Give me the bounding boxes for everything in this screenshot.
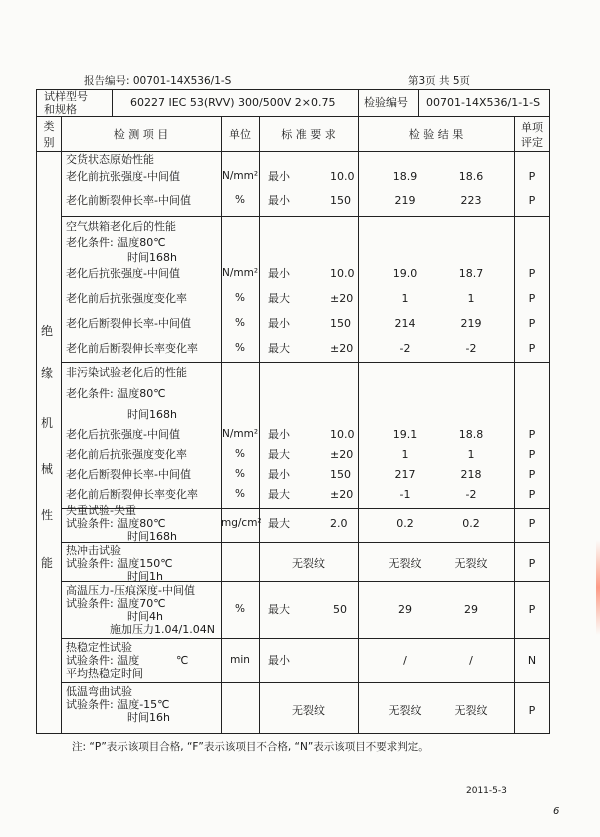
- col-header-category: 别: [43, 136, 55, 149]
- result-2: 无裂纹: [454, 704, 488, 717]
- std-value: 150: [330, 194, 351, 207]
- std-value: ±20: [330, 292, 354, 305]
- col-header-unit: 单位: [229, 128, 251, 141]
- std-value: 10.0: [330, 267, 355, 280]
- report-number: 报告编号: 00701-14X536/1-S: [84, 75, 232, 87]
- test-condition: 时间4h: [127, 610, 163, 623]
- col-divider: [259, 116, 260, 734]
- category-char: 机: [40, 416, 53, 430]
- result-1: 18.9: [392, 170, 418, 183]
- unit: N/mm²: [221, 267, 259, 279]
- std-cond: 最小: [268, 654, 290, 667]
- row-divider: [61, 638, 550, 639]
- result-2: 218: [460, 468, 482, 481]
- col-divider: [61, 116, 62, 734]
- std-value: 150: [330, 317, 351, 330]
- result-2: /: [469, 654, 473, 667]
- result-2: -2: [465, 488, 477, 501]
- result-1: 19.0: [392, 267, 418, 280]
- section-title: 失重试验-失重: [66, 504, 136, 517]
- result-1: 219: [394, 194, 416, 207]
- judge: P: [528, 267, 536, 280]
- result-2: 29: [464, 603, 478, 616]
- result-1: 无裂纹: [388, 704, 422, 717]
- col-header-judge: 评定: [521, 136, 543, 149]
- judge: P: [528, 194, 536, 207]
- std-value: ±20: [330, 342, 354, 355]
- judge: P: [528, 603, 536, 616]
- test-condition: 试验条件: 温度: [66, 654, 140, 667]
- unit: %: [235, 317, 245, 329]
- item-name: 老化前后抗张强度变化率: [66, 292, 187, 305]
- col-divider: [418, 89, 419, 116]
- category-char: 绝: [40, 324, 53, 338]
- std-cond: 最大: [268, 342, 290, 355]
- scan-stain: [596, 540, 600, 635]
- result-1: 19.1: [392, 428, 418, 441]
- judge: N: [527, 654, 537, 667]
- std-cond: 最大: [268, 488, 290, 501]
- result-1: 无裂纹: [388, 557, 422, 570]
- unit: N/mm²: [221, 428, 259, 440]
- row-divider: [36, 116, 550, 117]
- model-label: 和规格: [44, 103, 77, 116]
- result-2: 1: [467, 292, 475, 305]
- page-info: 第3页 共 5页: [408, 75, 471, 87]
- item-name: 老化后抗张强度-中间值: [66, 267, 180, 280]
- item-name: 老化后断裂伸长率-中间值: [66, 468, 191, 481]
- inspect-no-label: 检验编号: [364, 96, 408, 109]
- model-label: 试样型号: [44, 90, 88, 103]
- col-header-judge: 单项: [521, 121, 543, 134]
- row-divider: [61, 362, 550, 363]
- date: 2011-5-3: [466, 786, 507, 796]
- unit: %: [235, 488, 245, 500]
- col-divider: [112, 89, 113, 116]
- test-condition: 试验条件: 温度70℃: [66, 597, 166, 610]
- col-divider: [358, 89, 359, 116]
- section-title: 热稳定性试验: [66, 641, 132, 654]
- test-condition: 施加压力1.04/1.04N: [110, 623, 215, 636]
- result-1: 1: [401, 292, 409, 305]
- std-cond: 最小: [268, 267, 290, 280]
- test-condition: 试验条件: 温度-15℃: [66, 698, 170, 711]
- std-value: 2.0: [330, 517, 348, 530]
- col-divider: [514, 116, 515, 734]
- section-title: 交货状态原始性能: [66, 153, 154, 166]
- row-divider: [36, 151, 550, 152]
- row-divider: [61, 216, 550, 217]
- model-value: 60227 IEC 53(RVV) 300/500V 2×0.75: [130, 96, 336, 109]
- std-value: ±20: [330, 488, 354, 501]
- std-value: ±20: [330, 448, 354, 461]
- section-title: 空气烘箱老化后的性能: [66, 220, 176, 233]
- test-condition: 时间168h: [127, 408, 177, 421]
- result-2: 219: [460, 317, 482, 330]
- judge: P: [528, 317, 536, 330]
- test-condition: 时间168h: [127, 530, 177, 543]
- std-value: 50: [333, 603, 347, 616]
- item-name: 老化前断裂伸长率-中间值: [66, 194, 191, 207]
- unit: %: [235, 194, 245, 206]
- std-cond: 最小: [268, 428, 290, 441]
- result-2: 18.8: [458, 428, 484, 441]
- category-char: 械: [40, 462, 53, 476]
- judge: P: [528, 292, 536, 305]
- std-cond: 最小: [268, 317, 290, 330]
- test-condition-unit: ℃: [176, 654, 189, 667]
- judge: P: [528, 704, 536, 717]
- unit: %: [235, 603, 245, 615]
- item-name: 老化前抗张强度-中间值: [66, 170, 180, 183]
- judge: P: [528, 488, 536, 501]
- result-1: 217: [394, 468, 416, 481]
- result-1: -2: [399, 342, 411, 355]
- test-condition: 时间168h: [127, 251, 177, 264]
- col-divider: [358, 116, 359, 734]
- test-condition: 老化条件: 温度80℃: [66, 387, 166, 400]
- result-1: 29: [398, 603, 412, 616]
- judge: P: [528, 428, 536, 441]
- test-condition: 试验条件: 温度80℃: [66, 517, 166, 530]
- result-1: 1: [401, 448, 409, 461]
- result-2: 无裂纹: [454, 557, 488, 570]
- std-value: 10.0: [330, 428, 355, 441]
- item-name: 老化后抗张强度-中间值: [66, 428, 180, 441]
- std-value: 150: [330, 468, 351, 481]
- section-title: 高温压力-压痕深度-中间值: [66, 584, 195, 597]
- category-char: 性: [40, 508, 53, 522]
- unit: %: [235, 468, 245, 480]
- test-condition: 老化条件: 温度80℃: [66, 236, 166, 249]
- inspect-no-value: 00701-14X536/1-1-S: [426, 96, 541, 109]
- std-cond: 最大: [268, 517, 290, 530]
- item-name: 老化前后断裂伸长率变化率: [66, 488, 198, 501]
- result-1: 0.2: [396, 517, 414, 530]
- category-char: 能: [40, 556, 53, 570]
- judge: P: [528, 557, 536, 570]
- judge: P: [528, 448, 536, 461]
- test-condition: 平均热稳定时间: [66, 667, 143, 680]
- result-1: -1: [399, 488, 411, 501]
- std-text: 无裂纹: [292, 557, 325, 570]
- col-header-standard: 标 准 要 求: [281, 128, 336, 141]
- unit: mg/cm²: [221, 517, 262, 529]
- footnote: 注: “P”表示该项目合格, “F”表示该项目不合格, “N”表示该项目不要求判定。: [72, 741, 429, 753]
- result-1: /: [403, 654, 407, 667]
- result-2: 223: [460, 194, 482, 207]
- std-value: 10.0: [330, 170, 355, 183]
- category-char: 缘: [40, 366, 53, 380]
- result-2: 18.7: [458, 267, 484, 280]
- result-2: -2: [465, 342, 477, 355]
- std-cond: 最小: [268, 194, 290, 207]
- col-header-category: 类: [43, 120, 55, 133]
- test-condition: 试验条件: 温度150℃: [66, 557, 173, 570]
- unit: %: [235, 292, 245, 304]
- result-2: 0.2: [462, 517, 480, 530]
- page-number: 6: [553, 806, 560, 817]
- unit: %: [235, 342, 245, 354]
- item-name: 老化前后抗张强度变化率: [66, 448, 187, 461]
- std-cond: 最小: [268, 170, 290, 183]
- result-2: 18.6: [458, 170, 484, 183]
- result-1: 214: [394, 317, 416, 330]
- judge: P: [528, 468, 536, 481]
- judge: P: [528, 170, 536, 183]
- col-header-result: 检 验 结 果: [408, 128, 464, 141]
- std-cond: 最大: [268, 448, 290, 461]
- item-name: 老化前后断裂伸长率变化率: [66, 342, 198, 355]
- std-cond: 最小: [268, 468, 290, 481]
- section-title: 低温弯曲试验: [66, 685, 132, 698]
- test-condition: 时间1h: [127, 570, 163, 583]
- unit: min: [230, 654, 250, 666]
- std-cond: 最大: [268, 292, 290, 305]
- std-cond: 最大: [268, 603, 290, 616]
- section-title: 非污染试验老化后的性能: [66, 366, 187, 379]
- col-header-item: 检 测 项 目: [113, 128, 169, 141]
- unit: N/mm²: [221, 170, 259, 182]
- unit: %: [235, 448, 245, 460]
- col-divider: [221, 116, 222, 734]
- result-2: 1: [467, 448, 475, 461]
- judge: P: [528, 342, 536, 355]
- item-name: 老化后断裂伸长率-中间值: [66, 317, 191, 330]
- judge: P: [528, 517, 536, 530]
- section-title: 热冲击试验: [66, 544, 121, 557]
- std-text: 无裂纹: [292, 704, 325, 717]
- test-condition: 时间16h: [127, 711, 170, 724]
- row-divider: [61, 682, 550, 683]
